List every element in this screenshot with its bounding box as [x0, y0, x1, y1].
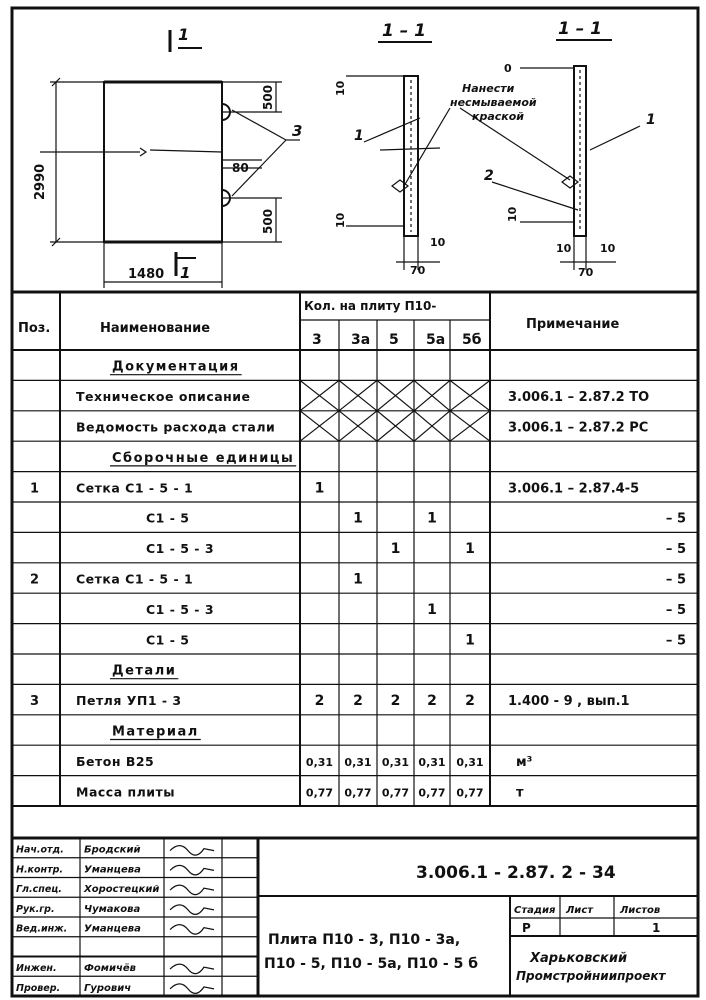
row-note: – 5	[665, 572, 686, 588]
signer-row	[12, 904, 258, 917]
slab-outline	[104, 82, 222, 242]
signer-row	[12, 983, 258, 996]
signer-role: Рук.гр.	[16, 903, 55, 915]
signer-role: Нач.отд.	[16, 844, 64, 856]
title-block	[12, 838, 698, 996]
sheets-label: Листов	[620, 905, 661, 916]
row-note: т	[516, 785, 524, 801]
table-row	[146, 602, 686, 618]
callout-loop: 3	[292, 122, 303, 140]
signer-name: Чумакова	[84, 903, 141, 915]
table-row	[30, 480, 639, 496]
signature-scribble	[170, 846, 214, 856]
sheet-label: Лист	[566, 905, 594, 916]
signer-role: Гл.спец.	[16, 884, 62, 896]
row-name: Ведомость расхода стали	[76, 419, 276, 435]
row-note: – 5	[665, 511, 686, 527]
sec-dim-bottom: 10	[334, 212, 347, 228]
signer-name: Уманцева	[84, 864, 141, 876]
stage-value: Р	[522, 921, 531, 935]
row-name: С1 - 5	[146, 632, 190, 648]
sec-dim-b2: 70	[410, 264, 426, 277]
qty-cell: 0,31	[418, 755, 446, 769]
section-view-right	[484, 19, 656, 279]
row-name: Бетон В25	[76, 753, 155, 769]
row-pos: 1	[30, 481, 40, 497]
signature-scribble	[170, 964, 214, 974]
row-note: – 5	[665, 633, 686, 649]
signature-scribble	[170, 984, 214, 994]
header-col-0: 3	[312, 332, 322, 348]
row-note: м³	[516, 754, 533, 770]
note-line3: краской	[472, 110, 525, 123]
table-row	[146, 632, 686, 648]
table-row	[30, 693, 630, 709]
signer-name: Бродский	[84, 844, 141, 856]
spec-table	[12, 292, 698, 806]
dim-mid: 80	[232, 161, 249, 175]
qty-cell: 2	[314, 693, 325, 710]
section-marker: 1	[178, 25, 190, 44]
qty-cell: 0,77	[344, 786, 372, 800]
qty-cell: 0,77	[418, 786, 446, 800]
section-view-left	[334, 21, 446, 277]
section-label-left: 1 – 1	[382, 21, 426, 41]
row-pos: 2	[30, 572, 40, 588]
note-line2: несмываемой	[450, 96, 537, 109]
table-row	[146, 511, 686, 527]
signer-row	[12, 884, 258, 897]
signer-name: Хоростецкий	[84, 884, 160, 896]
dim-top: 500	[261, 84, 275, 110]
qty-cell: 0,31	[344, 755, 372, 769]
signer-row	[12, 845, 258, 858]
section-label-right: 1 – 1	[558, 19, 602, 39]
row-note: 3.006.1 – 2.87.2 РС	[508, 420, 649, 436]
qty-cell: 2	[353, 693, 363, 710]
qty-cell: 1	[427, 510, 437, 527]
callout-1b: 1	[646, 112, 656, 128]
signer-role: Инжен.	[16, 963, 57, 975]
title-line1: Плита П10 - 3, П10 - 3а,	[268, 932, 461, 948]
header-pos: Поз.	[18, 321, 51, 336]
row-name: Петля УП1 - 3	[76, 693, 182, 709]
doc-code: 3.006.1 - 2.87. 2 - 34	[416, 863, 616, 883]
dim-height: 2990	[33, 163, 48, 200]
org-line1: Харьковский	[530, 951, 628, 966]
table-row	[76, 380, 649, 410]
row-note: 3.006.1 – 2.87.2 ТО	[508, 390, 650, 406]
header-qty-group: Кол. на плиту П10-	[304, 299, 437, 313]
section-heading: Документация	[112, 359, 240, 375]
sec2-dim-b3: 70	[578, 266, 594, 279]
row-name: С1 - 5 - 3	[146, 601, 215, 617]
section-heading: Сборочные единицы	[112, 450, 295, 466]
row-note: – 5	[665, 542, 686, 558]
table-row	[76, 411, 648, 441]
stage-label: Стадия	[514, 905, 556, 916]
qty-cell: 0,31	[456, 755, 484, 769]
qty-cell: 2	[390, 693, 401, 710]
row-note: 1.400 - 9 , вып.1	[508, 694, 630, 710]
callout-2: 2	[484, 168, 494, 184]
row-name: С1 - 5 - 3	[146, 541, 215, 557]
qty-cell: 0,77	[381, 786, 410, 800]
signature-scribble	[170, 865, 214, 875]
signer-row	[12, 864, 258, 877]
signature-scribble	[170, 905, 214, 915]
table-row	[146, 541, 686, 557]
qty-cell: 1	[314, 480, 325, 497]
header-col-3: 5а	[426, 332, 446, 348]
row-note: 3.006.1 – 2.87.4-5	[508, 481, 640, 497]
signer-row	[12, 924, 258, 937]
table-row	[110, 664, 178, 679]
row-name: Масса плиты	[76, 784, 176, 800]
table-row	[76, 754, 532, 770]
signature-scribble	[170, 885, 214, 895]
callout-1a: 1	[354, 128, 364, 144]
section-marker-bottom: 1	[180, 264, 191, 282]
qty-cell: 1	[390, 541, 401, 558]
table-row	[110, 724, 201, 739]
sec2-dim-b1: 10	[556, 242, 572, 255]
header-col-4: 5б	[462, 332, 482, 348]
qty-cell: 1	[465, 541, 475, 558]
sec2-dim-top: 0	[504, 62, 512, 75]
sec2-dim-side: 10	[506, 206, 519, 222]
qty-cell: 1	[427, 601, 437, 618]
signer-name: Уманцева	[84, 923, 141, 935]
header-col-2: 5	[389, 332, 399, 348]
qty-cell: 1	[353, 510, 363, 527]
header-col-1: 3а	[351, 332, 371, 348]
org-line2: Промстройниипроект	[516, 969, 666, 983]
qty-cell: 2	[465, 693, 475, 710]
qty-cell: 2	[427, 693, 437, 710]
section-heading: Материал	[112, 724, 199, 740]
dim-bottom: 500	[261, 208, 275, 234]
note-line1: Нанести	[462, 82, 515, 95]
row-note: – 5	[665, 602, 686, 618]
signer-name: Фомичёв	[84, 963, 136, 975]
row-name: Техническое описание	[76, 389, 251, 405]
sec-dim-b1: 10	[430, 236, 446, 249]
qty-cell: 0,31	[305, 755, 334, 769]
header-name: Наименование	[100, 321, 211, 336]
qty-cell: 0,31	[381, 755, 410, 769]
row-name: Сетка С1 - 5 - 1	[76, 571, 194, 587]
sec-dim-top: 10	[334, 80, 347, 96]
table-row	[110, 360, 242, 375]
row-pos: 3	[30, 694, 40, 710]
signer-role: Вед.инж.	[16, 923, 68, 935]
row-name: С1 - 5	[146, 510, 190, 526]
title-line2: П10 - 5, П10 - 5а, П10 - 5 б	[264, 956, 478, 972]
signer-name: Гурович	[84, 982, 132, 994]
dim-width: 1480	[128, 267, 165, 282]
header-note: Примечание	[526, 317, 620, 332]
plan-view	[33, 25, 302, 288]
table-row	[30, 571, 686, 587]
qty-cell: 1	[465, 632, 475, 649]
table-row	[110, 451, 296, 466]
qty-cell: 1	[353, 571, 363, 588]
sheets-value: 1	[652, 921, 661, 935]
signer-role: Провер.	[16, 982, 61, 994]
qty-cell: 0,77	[305, 786, 334, 800]
signature-scribble	[170, 925, 214, 935]
section-heading: Детали	[112, 663, 177, 679]
row-name: Сетка С1 - 5 - 1	[76, 480, 194, 496]
sec2-dim-b2: 10	[600, 242, 616, 255]
qty-cell: 0,77	[456, 786, 484, 800]
signer-row	[12, 962, 258, 976]
signer-role: Н.контр.	[16, 864, 64, 876]
